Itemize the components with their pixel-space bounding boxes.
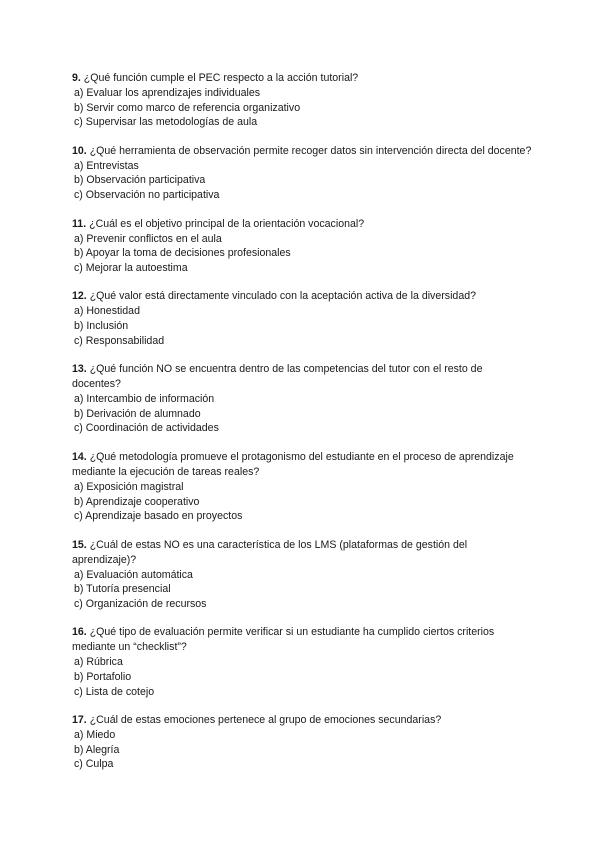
option-b: b) Derivación de alumnado xyxy=(74,407,201,420)
question-number: 12. xyxy=(72,290,87,303)
question-prompt: ¿Qué valor está directamente vinculado con la aceptación activa de la diversidad? xyxy=(89,290,476,303)
option-b: b) Alegría xyxy=(74,743,120,756)
option-a: a) Entrevistas xyxy=(74,159,139,172)
option-a: a) Rúbrica xyxy=(74,656,123,669)
option-b: b) Apoyar la toma de decisiones profesionales xyxy=(74,247,291,260)
option-c: c) Coordinación de actividades xyxy=(74,422,219,435)
question-text xyxy=(72,144,532,159)
question-prompt: ¿Cuál es el objetivo principal de la orientación vocacional? xyxy=(89,217,365,230)
question-16 xyxy=(72,625,532,699)
option-c: c) Organización de recursos xyxy=(74,597,207,610)
question-number: 14. xyxy=(72,450,87,463)
option-c: c) Mejorar la autoestima xyxy=(74,261,188,274)
question-number: 11. xyxy=(72,217,87,230)
question-text xyxy=(72,362,532,392)
question-14 xyxy=(72,450,532,524)
question-prompt: ¿Qué tipo de evaluación permite verificar si un estudiante ha cumplido ciertos criterios mediante un “checklist”? xyxy=(72,626,495,654)
option-a: a) Exposición magistral xyxy=(74,480,184,493)
option-a: a) Intercambio de información xyxy=(74,393,215,406)
option-a: a) Honestidad xyxy=(74,305,140,318)
document-page xyxy=(72,71,532,786)
question-number: 15. xyxy=(72,538,87,551)
question-text xyxy=(72,289,532,304)
option-a: a) Prevenir conflictos en el aula xyxy=(74,232,222,245)
options-list xyxy=(72,159,532,203)
option-c: c) Supervisar las metodologías de aula xyxy=(74,116,258,129)
option-a: a) Evaluar los aprendizajes individuales xyxy=(74,87,261,99)
option-b: b) Servir como marco de referencia organizativo xyxy=(74,101,301,114)
question-13 xyxy=(72,362,532,436)
question-prompt: ¿Qué metodología promueve el protagonismo del estudiante en el proceso de aprendizaje mediante la ejecución de tareas reales? xyxy=(72,450,514,478)
question-12 xyxy=(72,289,532,348)
question-text xyxy=(72,217,532,232)
question-number: 16. xyxy=(72,626,87,639)
options-list xyxy=(72,304,532,348)
option-b: b) Portafolio xyxy=(74,671,132,684)
question-number: 9. xyxy=(72,72,81,84)
option-a: a) Miedo xyxy=(74,729,116,742)
question-prompt: ¿Cuál de estas NO es una característica de los LMS (plataformas de gestión del aprendizaje)? xyxy=(72,538,468,566)
option-b: b) Observación participativa xyxy=(74,174,206,187)
question-10 xyxy=(72,144,532,203)
option-b: b) Aprendizaje cooperativo xyxy=(74,495,200,508)
question-text xyxy=(72,71,532,86)
option-c: c) Lista de cotejo xyxy=(74,685,155,698)
question-prompt: ¿Qué función cumple el PEC respecto a la acción tutorial? xyxy=(83,72,359,84)
question-prompt: ¿Qué función NO se encuentra dentro de las competencias del tutor con el resto de docentes? xyxy=(72,363,483,391)
option-b: b) Inclusión xyxy=(74,319,129,332)
options-list xyxy=(72,728,532,772)
option-b: b) Tutoría presencial xyxy=(74,583,171,596)
options-list xyxy=(72,86,532,130)
options-list xyxy=(72,568,532,612)
options-list xyxy=(72,392,532,436)
options-list xyxy=(72,480,532,524)
question-text xyxy=(72,713,532,728)
question-9 xyxy=(72,71,532,130)
option-c: c) Culpa xyxy=(74,758,114,771)
question-11 xyxy=(72,217,532,276)
option-c: c) Observación no participativa xyxy=(74,188,220,201)
question-prompt: ¿Cuál de estas emociones pertenece al grupo de emociones secundarias? xyxy=(89,714,442,727)
option-c: c) Responsabilidad xyxy=(74,334,165,347)
option-a: a) Evaluación automática xyxy=(74,568,193,581)
option-c: c) Aprendizaje basado en proyectos xyxy=(74,510,243,523)
question-17 xyxy=(72,713,532,772)
question-prompt: ¿Qué herramienta de observación permite recoger datos sin intervención directa del docente? xyxy=(89,144,532,157)
question-text xyxy=(72,538,532,568)
question-number: 17. xyxy=(72,714,87,727)
question-number: 13. xyxy=(72,363,87,376)
question-number: 10. xyxy=(72,144,87,157)
question-text xyxy=(72,625,532,655)
question-text xyxy=(72,450,532,480)
question-15 xyxy=(72,538,532,612)
options-list xyxy=(72,655,532,699)
options-list xyxy=(72,232,532,276)
